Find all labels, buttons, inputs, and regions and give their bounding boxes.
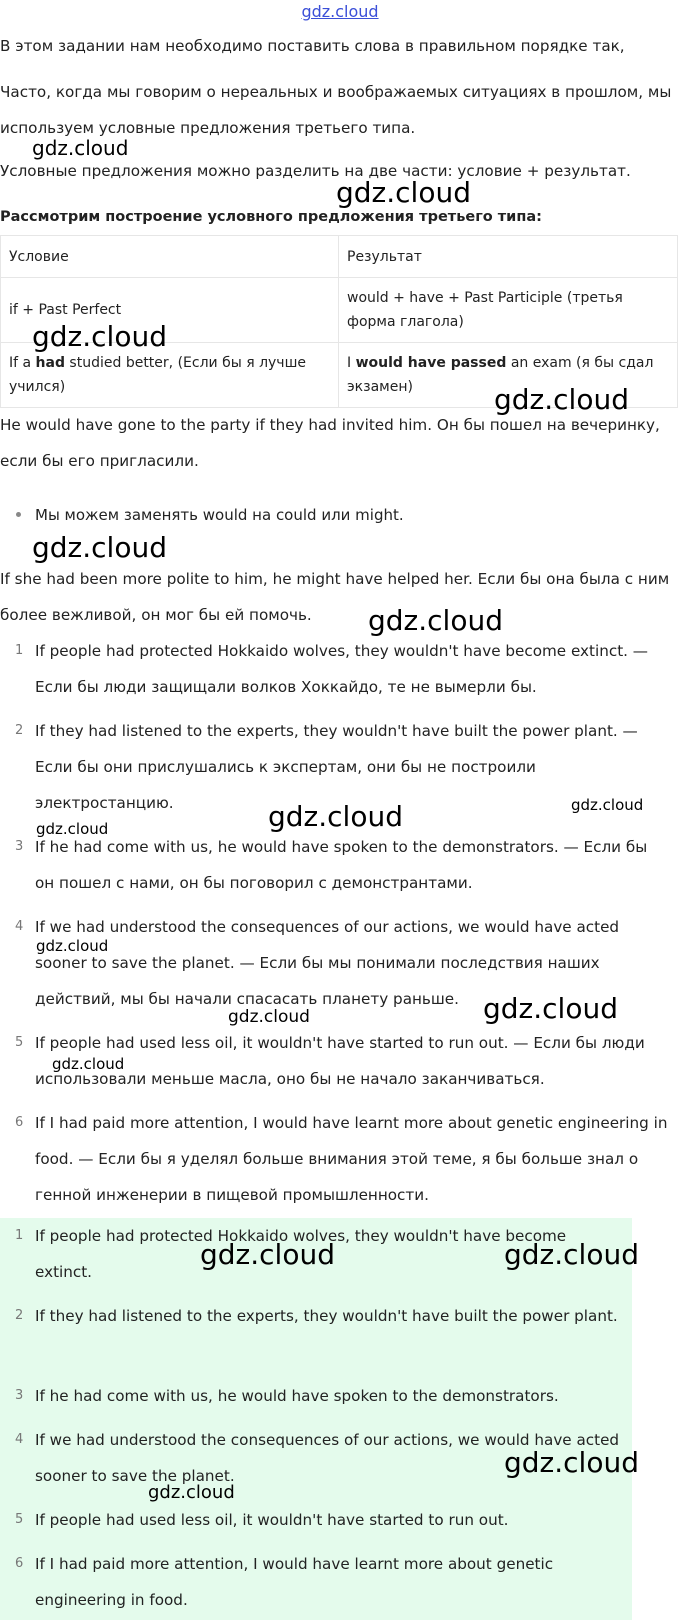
list-number: 2	[15, 723, 24, 738]
table-header-condition: Условие	[1, 236, 339, 278]
table-header-result: Результат	[339, 236, 678, 278]
table-cell: if + Past Perfect	[1, 278, 339, 343]
intro-line-2: Часто, когда мы говорим о нереальных и воображаемых ситуациях в прошлом, мы используем условные предложения третьего типа.	[0, 83, 672, 137]
answer-number: 5	[15, 1512, 24, 1527]
table-heading: Рассмотрим построение условного предложения третьего типа:	[0, 209, 542, 225]
answer-text: If people had protected Hokkaido wolves, they wouldn't have become extinct.	[35, 1227, 567, 1281]
watermark: gdz.cloud	[52, 1055, 125, 1073]
answer-number: 4	[15, 1432, 24, 1447]
answer-text: If he had come with us, he would have spoken to the demonstrators.	[35, 1387, 559, 1405]
watermark: gdz.cloud	[504, 1238, 639, 1271]
watermark: gdz.cloud	[32, 136, 129, 160]
watermark: gdz.cloud	[504, 1446, 639, 1479]
answer-text: If I had paid more attention, I would have learnt more about genetic engineering in food.	[35, 1555, 554, 1609]
answer-number: 2	[15, 1308, 24, 1323]
list-number: 5	[15, 1035, 24, 1050]
site-link[interactable]: gdz.cloud	[301, 2, 379, 21]
list-number: 1	[15, 643, 24, 658]
watermark: gdz.cloud	[36, 937, 109, 955]
intro-line-1: В этом задании нам необходимо поставить слова в правильном порядке так,	[0, 37, 625, 55]
list-text: If I had paid more attention, I would have learnt more about genetic engineering in food. — Если бы я уделял больше внимания этой теме, я бы больше знал о генной инженерии в пищевой промышленности.	[35, 1114, 668, 1204]
watermark: gdz.cloud	[336, 176, 471, 209]
table-row	[1, 278, 678, 343]
answer-number: 6	[15, 1556, 24, 1571]
example-sentence-2: If she had been more polite to him, he might have helped her. Если бы она была с ним более вежливой, он мог бы ей помочь.	[0, 570, 670, 624]
list-text: If he had come with us, he would have spoken to the demonstrators. — Если бы он пошел с нами, он бы поговорил с демонстрантами.	[35, 838, 648, 892]
watermark: gdz.cloud	[571, 796, 644, 814]
watermark: gdz.cloud	[32, 320, 167, 353]
watermark: gdz.cloud	[494, 383, 629, 416]
answer-number: 1	[15, 1228, 24, 1243]
table-row	[1, 343, 678, 408]
table-cell: I would have passed an exam (я бы сдал экзамен)	[339, 343, 678, 408]
watermark: gdz.cloud	[268, 800, 403, 833]
watermark: gdz.cloud	[148, 1482, 235, 1503]
table-cell: would + have + Past Participle (третья форма глагола)	[339, 278, 678, 343]
watermark: gdz.cloud	[483, 992, 618, 1025]
watermark: gdz.cloud	[368, 604, 503, 637]
intro-line-3: Условные предложения можно разделить на две части: условие + результат.	[0, 162, 631, 180]
answer-text: If they had listened to the experts, they wouldn't have built the power plant.	[35, 1307, 618, 1325]
watermark: gdz.cloud	[200, 1238, 335, 1271]
grammar-table	[0, 235, 678, 408]
table-header-row	[1, 236, 678, 278]
list-text: If we had understood the consequences of our actions, we would have acted sooner to save the planet. — Если бы мы понимали последствия наших действий, мы бы начали спасасать планету раньше.	[35, 918, 620, 1008]
list-number: 3	[15, 839, 24, 854]
table-cell: If a had studied better, (Если бы я лучше учился)	[1, 343, 339, 408]
answer-text: If we had understood the consequences of our actions, we would have acted sooner to save the planet.	[35, 1431, 620, 1485]
watermark: gdz.cloud	[228, 1007, 310, 1027]
watermark: gdz.cloud	[32, 531, 167, 564]
watermark: gdz.cloud	[36, 820, 109, 838]
answer-number: 3	[15, 1388, 24, 1403]
list-text: If people had used less oil, it wouldn't have started to run out. — Если бы люди использовали меньше масла, оно бы не начало заканчиваться.	[35, 1034, 645, 1088]
answer-text: If people had used less oil, it wouldn't have started to run out.	[35, 1511, 509, 1529]
list-text: If people had protected Hokkaido wolves, they wouldn't have become extinct. — Если бы люди защищали волков Хоккайдо, те не вымерли бы.	[35, 642, 648, 696]
list-number: 6	[15, 1115, 24, 1130]
bullet-dot-icon	[16, 512, 21, 517]
bullet-text: Мы можем заменять would на could или might.	[35, 506, 404, 524]
list-number: 4	[15, 919, 24, 934]
example-sentence-1: He would have gone to the party if they had invited him. Он бы пошел на вечеринку, если бы его пригласили.	[0, 416, 660, 470]
list-text: If they had listened to the experts, they wouldn't have built the power plant. — Если бы они прислушались к экспертам, они бы не построили электростанцию.	[35, 722, 638, 812]
